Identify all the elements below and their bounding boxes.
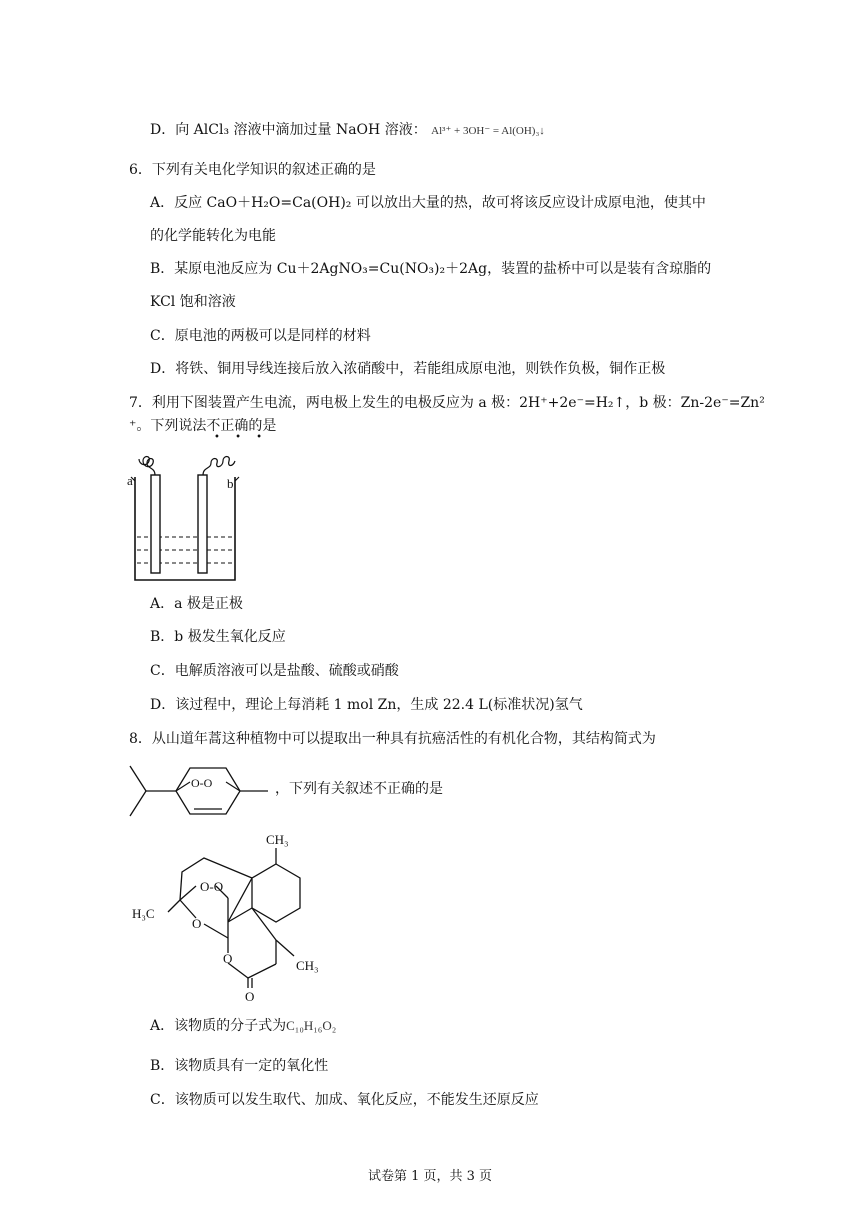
peroxide-o-o: O-O [200,879,224,894]
q5-option-d-equation: Al³⁺ + 3OH⁻ = Al(OH)₃↓ [431,125,545,137]
q8-option-a-text: A．该物质的分子式为 [150,1018,287,1034]
q7-option-b: B．b 极发生氧化反应 [150,629,286,645]
q8-option-a-formula: C₁₀H₁₆O₂ [286,1018,337,1033]
q5-option-d-text: D．向 AlCl₃ 溶液中滴加过量 NaOH 溶液： [150,122,427,138]
q8-after-structure: ，下列有关叙述不正确的是 [275,781,443,797]
q5-option-d [150,120,545,141]
h3c-label: H₃C [132,906,155,921]
q6-option-d: D．将铁、铜用导线连接后放入浓硝酸中，若能组成原电池，则铁作负极，铜作正极 [150,361,666,377]
q7-stem-line2: ⁺。下列说法不正确的是 [129,418,277,434]
q7-option-d: D．该过程中，理论上每消耗 1 mol Zn，生成 22.4 L(标准状况)氢气 [150,697,583,713]
page-footer: 试卷第 1 页，共 3 页 [367,1169,493,1184]
q7-stem-line1: 7．利用下图装置产生电流，两电极上发生的电极反应为 a 极：2H⁺+2e⁻=H₂↑，b 极：Zn-2e⁻=Zn² [129,395,765,411]
peroxide-oo: O-O [191,776,213,790]
beaker-outline [135,477,235,580]
q7-option-a: A．a 极是正极 [150,596,243,612]
ch3-right: CH₃ [296,958,319,973]
label-a: a [127,473,133,488]
wire-coil-a [139,457,155,476]
q6-option-a-line2: 的化学能转化为电能 [150,228,276,244]
artemisinin-structure [128,828,338,1008]
wire-coil-b [203,457,235,476]
q8-stem: 8．从山道年蒿这种植物中可以提取出一种具有抗癌活性的有机化合物，其结构简式为 [129,731,656,747]
electrode-b [198,475,207,573]
carbonyl-oxygen: O [245,989,255,1004]
lactone-oxygen: O [223,951,233,966]
q6-stem: 6．下列有关电化学知识的叙述正确的是 [129,162,376,178]
ch3-top: CH₃ [266,832,289,847]
q6-option-a-line1: A．反应 CaO＋H₂O=Ca(OH)₂ 可以放出大量的热，故可将该反应设计成原电池，使其中 [150,195,706,211]
electrolysis-apparatus-figure [125,455,245,585]
q6-option-c: C．原电池的两极可以是同样的材料 [150,328,371,344]
q6-option-b-line2: KCl 饱和溶液 [150,294,236,310]
ring-oxygen: O [192,916,202,931]
ascaridole-structure [128,760,278,820]
q6-option-b-line1: B．某原电池反应为 Cu＋2AgNO₃=Cu(NO₃)₂＋2Ag，装置的盐桥中可以是装有含琼脂的 [150,261,712,277]
emphasis-dots: • • • [214,432,269,443]
electrode-a [151,475,160,573]
label-b: b [227,476,234,491]
q8-option-c: C．该物质可以发生取代、加成、氧化反应，不能发生还原反应 [150,1092,539,1108]
q7-option-c: C．电解质溶液可以是盐酸、硫酸或硝酸 [150,663,399,679]
q8-option-b: B．该物质具有一定的氧化性 [150,1058,329,1074]
q8-option-a [150,1016,336,1036]
